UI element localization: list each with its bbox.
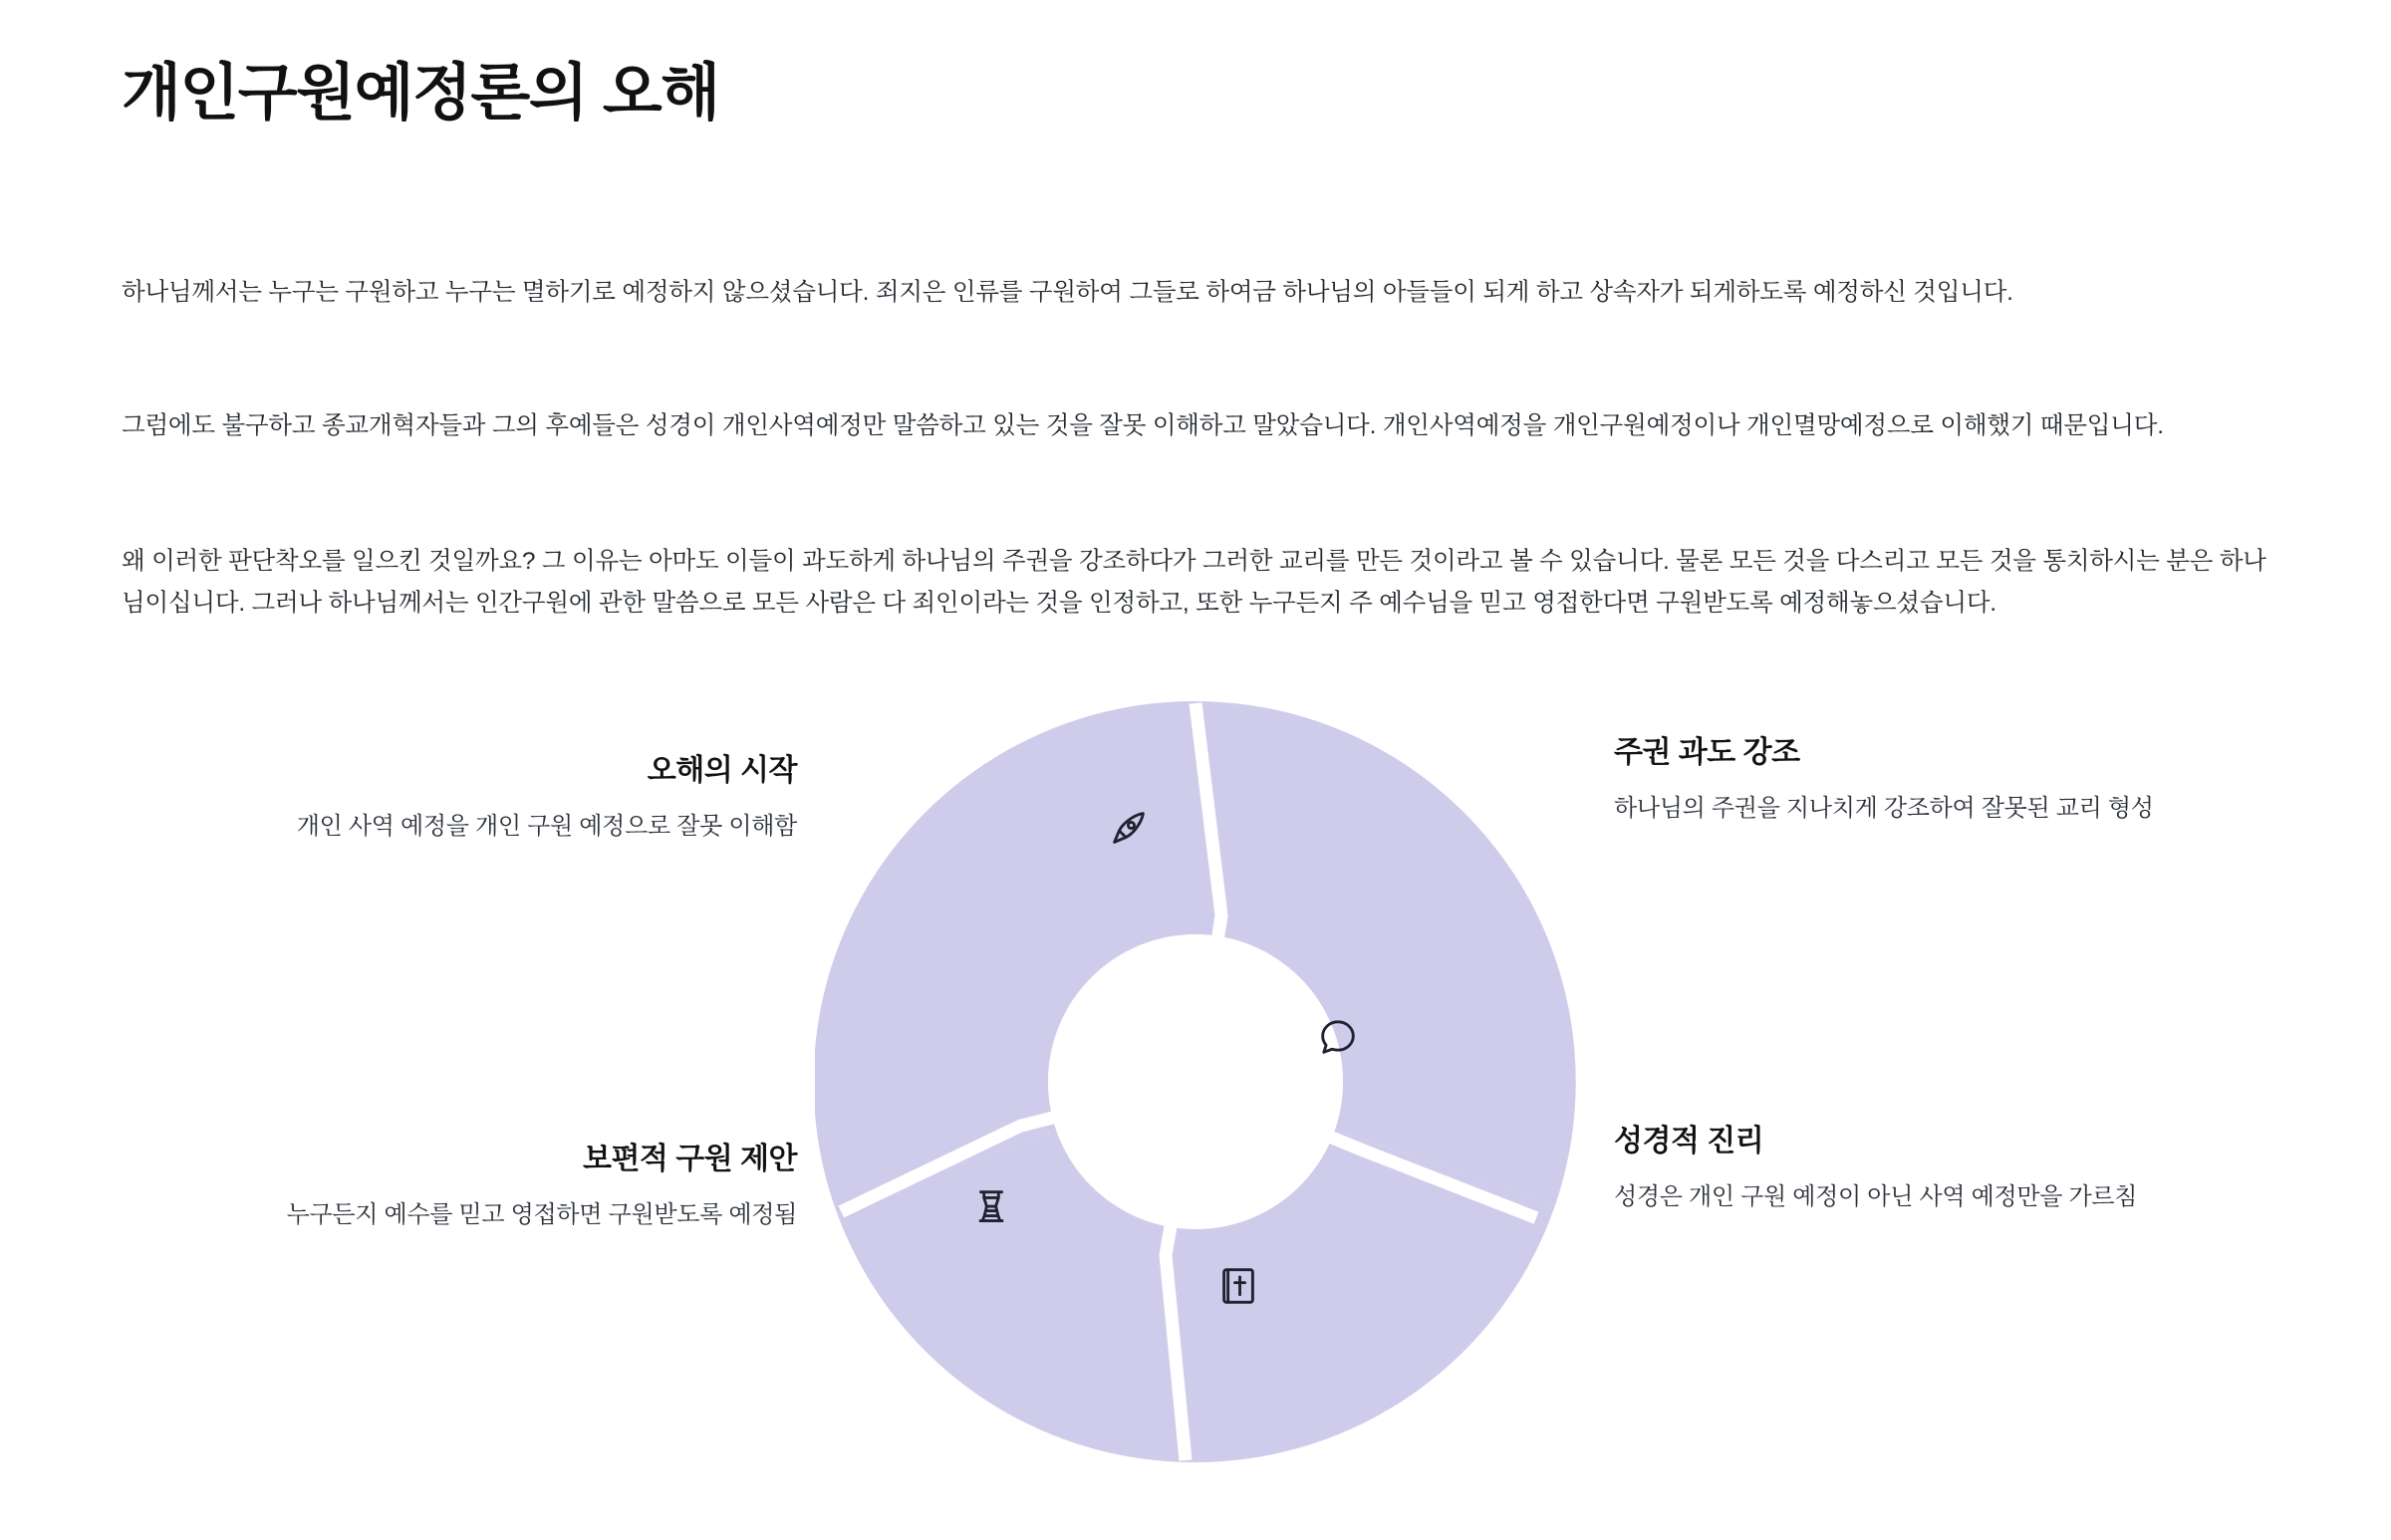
paragraph-3: 왜 이러한 판단착오를 일으킨 것일까요? 그 이유는 아마도 이들이 과도하게 하나님의 주권을 강조하다가 그러한 교리를 만든 것이라고 볼 수 있습니다. 물론 모든 것을 다스리고 모든 것을 통치하시는 분은 하나님이십니다. 그러나 하나님께서는 인간구원에 관한 말씀으로 모든 사람은 다 죄인이라는 것을 인정하고, 또한 누구든지 주 예수님을 믿고 영접한다면 구원받도록 예정해놓으셨습니다.	[122, 547, 2266, 618]
paragraph-2: 그럼에도 불구하고 종교개혁자들과 그의 후예들은 성경이 개인사역예정만 말씀하고 있는 것을 잘못 이해하고 말았습니다. 개인사역예정을 개인구원예정이나 개인멸망예정으로 이해했기 때문입니다.	[122, 411, 2164, 439]
chat-bubble-icon	[1311, 1010, 1365, 1064]
pen-nib-icon	[1102, 801, 1156, 855]
segment-label-top-left	[90, 745, 797, 847]
segment-label-bottom-left	[90, 1134, 797, 1235]
cycle-diagram	[0, 687, 2391, 1540]
segment-title-top-right: 주권 과도 강조	[1614, 736, 1800, 769]
segment-desc-bottom-left: 누구든지 예수를 믿고 영접하면 구원받도록 예정됨	[286, 1201, 797, 1228]
segment-title-bottom-left: 보편적 구원 제안	[582, 1143, 797, 1175]
paragraph-1: 하나님께서는 누구는 구원하고 누구는 멸하기로 예정하지 않으셨습니다. 죄지은 인류를 구원하여 그들로 하여금 하나님의 아들들이 되게 하고 상속자가 되게하도록 예정하신 것입니다.	[122, 278, 2013, 306]
segment-title-bottom-right: 성경적 진리	[1614, 1125, 1764, 1157]
page-title: 개인구원예정론의 오해	[122, 59, 719, 128]
segment-desc-bottom-right: 성경은 개인 구원 예정이 아닌 사역 예정만을 가르침	[1614, 1183, 2138, 1210]
segment-desc-top-right: 하나님의 주권을 지나치게 강조하여 잘못된 교리 형성	[1614, 795, 2154, 822]
segment-label-top-right	[1614, 727, 2301, 829]
segment-desc-top-left: 개인 사역 예정을 개인 구원 예정으로 잘못 이해함	[296, 813, 797, 840]
segment-label-bottom-right	[1614, 1116, 2301, 1217]
donut-chart	[815, 701, 1576, 1462]
segment-title-top-left: 오해의 시작	[647, 754, 797, 787]
watchtower-icon	[964, 1179, 1018, 1233]
bible-icon	[1211, 1259, 1265, 1313]
